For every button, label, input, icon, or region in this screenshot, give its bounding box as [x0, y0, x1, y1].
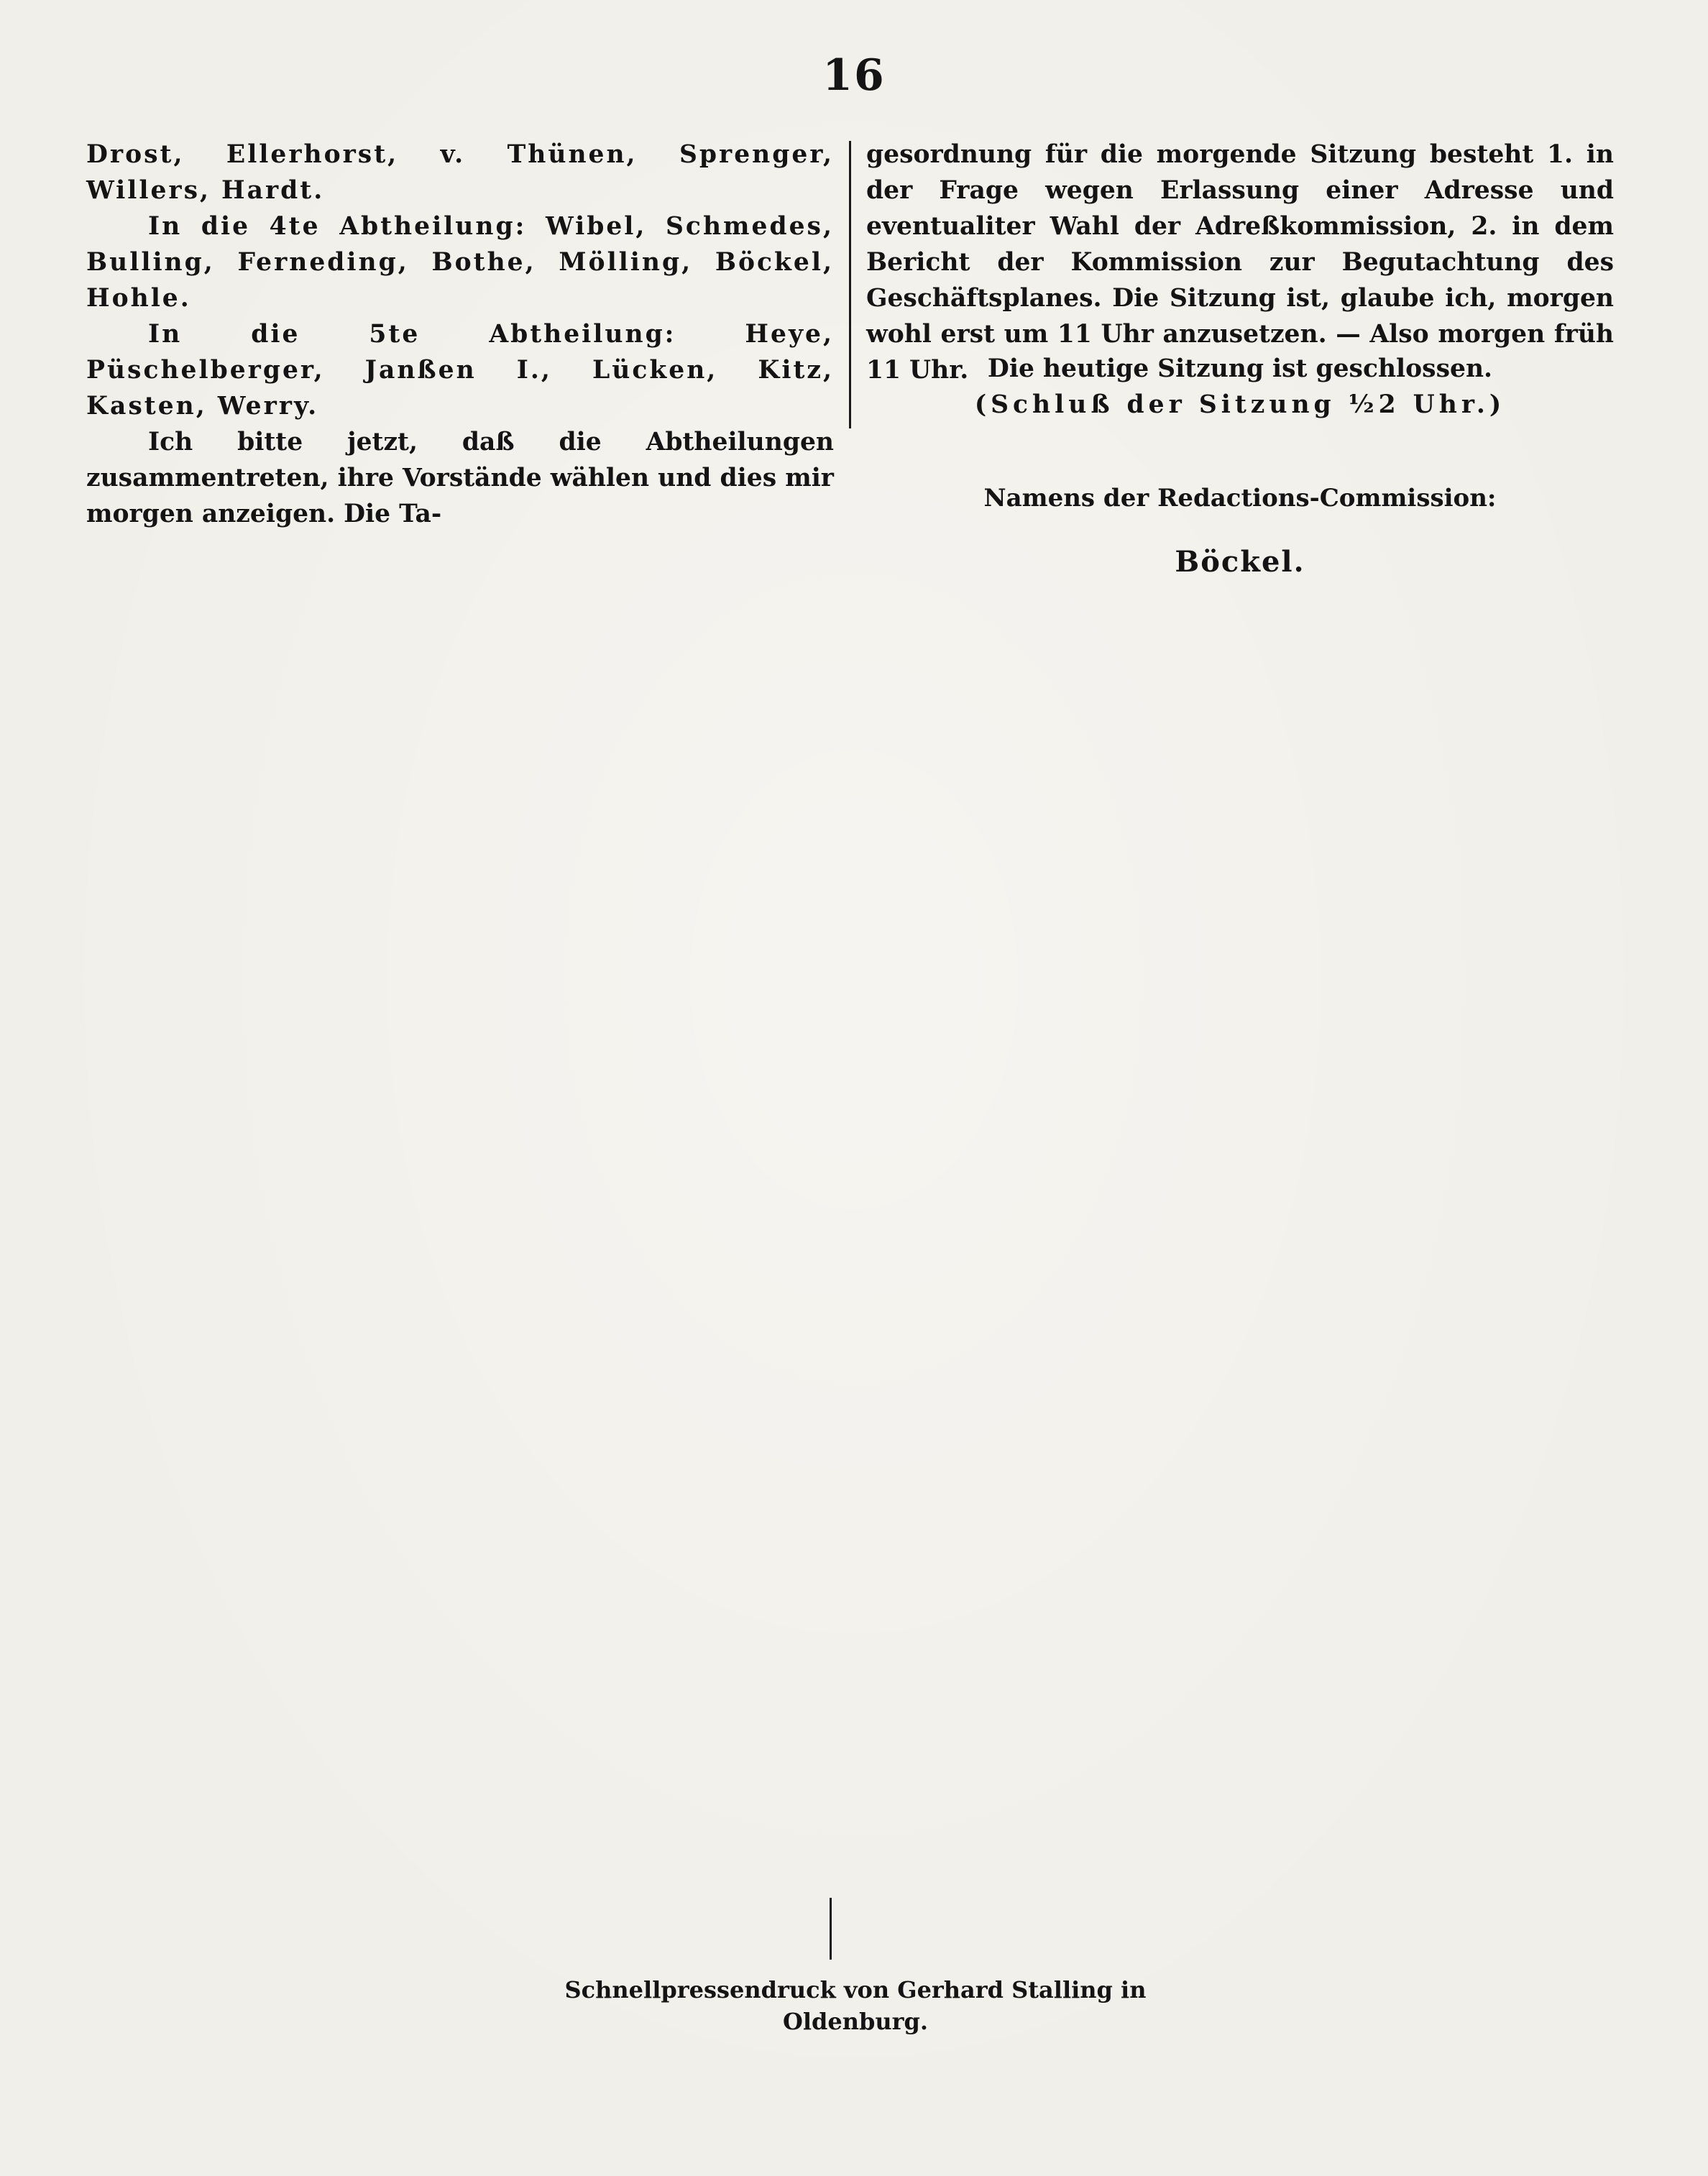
left-column: [86, 137, 834, 532]
signature-label: Namens der Redactions-Commission:: [983, 484, 1497, 513]
closing-block: [866, 351, 1614, 423]
signature-name: Böckel.: [1175, 545, 1305, 579]
left-paragraph: Drost, Ellerhorst, v. Thünen, Sprenger, Willers, Hardt.: [86, 140, 834, 205]
imprint-divider: [830, 1898, 832, 1960]
column-divider: [849, 141, 851, 428]
closing-statement: Die heutige Sitzung ist geschlossen.: [987, 354, 1493, 383]
page-number: 16: [822, 50, 886, 101]
signature-block: [866, 480, 1614, 582]
left-paragraph: Ich bitte jetzt, daß die Abtheilungen zusammentreten, ihre Vorstände wählen und dies mir morgen anzeigen. Die Ta-: [86, 428, 834, 528]
session-end-note: (Schluß der Sitzung ½2 Uhr.): [974, 390, 1506, 419]
right-paragraph: gesordnung für die morgende Sitzung besteht 1. in der Frage wegen Erlassung einer Adresse und eventualiter Wahl der Adreßkommission, 2. in dem Bericht der Kommission zur Begutachtung des Geschäftsplanes. Die Sitzung ist, glaube ich, morgen wohl erst um 11 Uhr anzusetzen. — Also morgen früh 11 Uhr.: [866, 140, 1614, 385]
left-paragraph: In die 5te Abtheilung: Heye, Püschelberger, Janßen I., Lücken, Kitz, Kasten, Werry.: [86, 320, 834, 421]
printer-imprint: Schnellpressendruck von Gerhard Stalling in Oldenburg.: [564, 1976, 1147, 2035]
left-paragraph: In die 4te Abtheilung: Wibel, Schmedes, Bulling, Ferneding, Bothe, Mölling, Böckel, Hohle.: [86, 212, 834, 313]
